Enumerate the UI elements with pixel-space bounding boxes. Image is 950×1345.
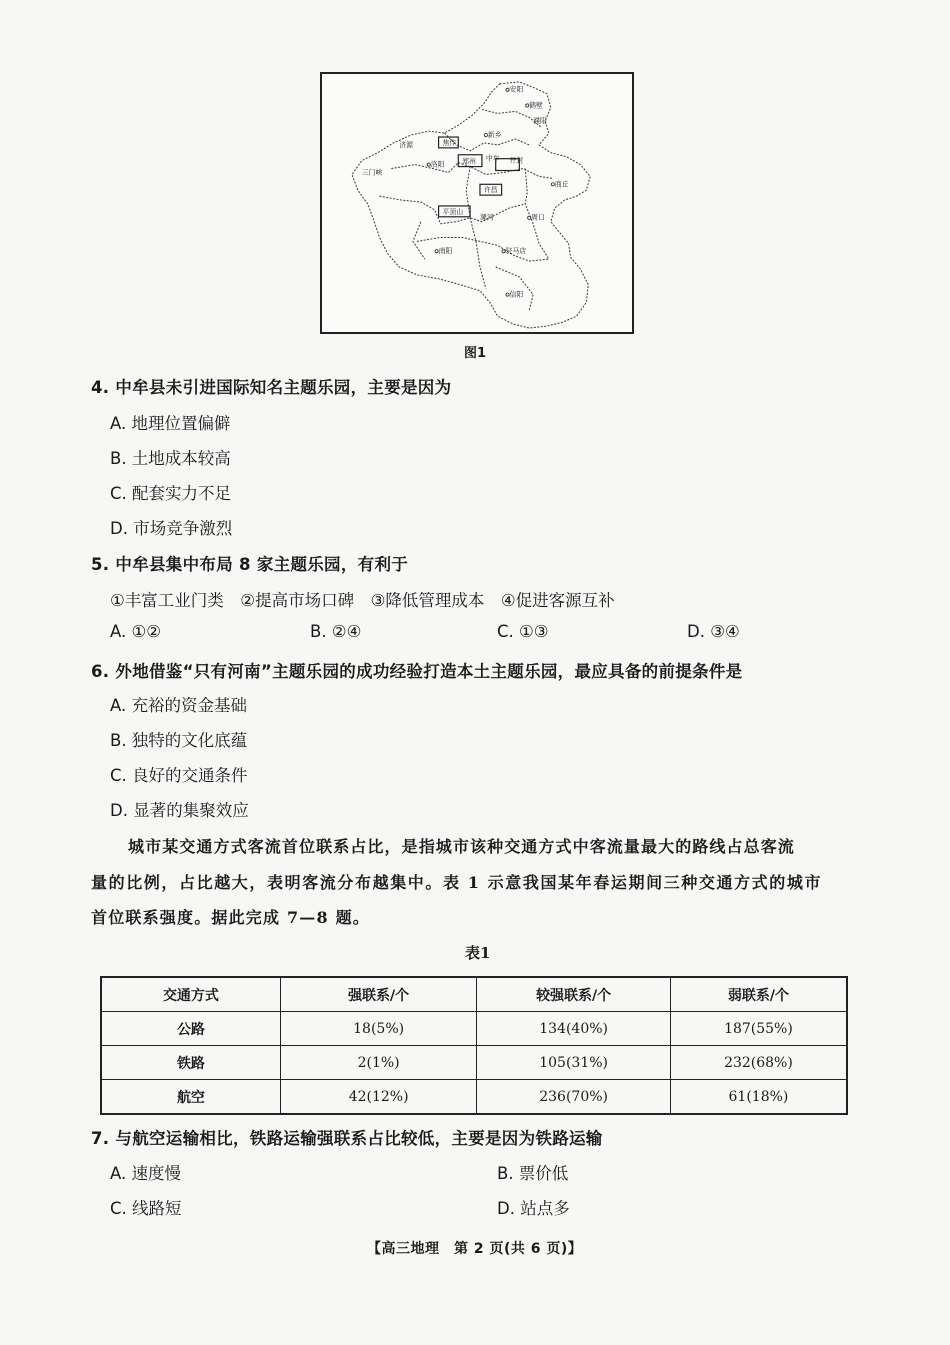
city-nanyang: 南阳 <box>438 247 453 256</box>
question-7-option-c[interactable]: C. 线路短 <box>110 1199 182 1218</box>
table-header: 交通方式 <box>101 977 280 1012</box>
question-6-stem: 6. 外地借鉴“只有河南”主题乐园的成功经验打造本土主题乐园，最应具备的前提条件是 <box>91 662 743 681</box>
city-dot <box>526 104 529 107</box>
border-south <box>417 237 549 261</box>
province-outline <box>352 82 590 328</box>
map-figure <box>320 72 634 334</box>
city-zhoukou: 周口 <box>531 213 545 222</box>
passage-line-1: 城市某交通方式客流首位联系占比，是指城市该种交通方式中客流量最大的路线占总客流 <box>128 837 795 856</box>
table-cell: 2(1%) <box>280 1046 476 1080</box>
passage-line-3: 首位联系强度。据此完成 7—8 题。 <box>91 908 371 927</box>
question-6-option-d[interactable]: D. 显著的集聚效应 <box>110 801 249 820</box>
province-map <box>322 74 632 332</box>
page-footer: 【高三地理 第 2 页(共 6 页)】 <box>367 1241 583 1257</box>
border-north <box>482 109 541 127</box>
table-cell: 42(12%) <box>280 1080 476 1115</box>
table-cell: 61(18%) <box>670 1080 847 1115</box>
question-5-option-a[interactable]: A. ①② <box>110 622 162 641</box>
city-sanmenxia: 三门峡 <box>361 168 383 177</box>
question-4-option-a[interactable]: A. 地理位置偏僻 <box>110 414 231 433</box>
city-hebi: 鹤壁 <box>529 101 543 110</box>
table-header: 较强联系/个 <box>477 977 671 1012</box>
table-row <box>101 1012 847 1046</box>
question-6-option-a[interactable]: A. 充裕的资金基础 <box>110 696 247 715</box>
question-5-option-c[interactable]: C. ①③ <box>497 622 549 641</box>
border-southwest-sub <box>413 222 425 259</box>
city-xuchang: 许昌 <box>483 186 498 195</box>
question-6-option-c[interactable]: C. 良好的交通条件 <box>110 766 248 785</box>
question-5-stem: 5. 中牟县集中布局 8 家主题乐园，有利于 <box>91 555 409 574</box>
question-5-option-b[interactable]: B. ②④ <box>310 622 362 641</box>
city-dot <box>427 163 430 166</box>
question-4-option-d[interactable]: D. 市场竞争激烈 <box>110 519 233 538</box>
question-4-option-b[interactable]: B. 土地成本较高 <box>110 449 231 468</box>
table-row <box>101 1046 847 1080</box>
border-south-sub <box>496 267 533 310</box>
city-kaifeng: 开封 <box>509 156 524 165</box>
passage-line-2: 量的比例，占比越大，表明客流分布越集中。表 1 示意我国某年春运期间三种交通方式的城市 <box>91 873 823 892</box>
city-xinxiang: 新乡 <box>487 131 502 140</box>
question-5-option-d[interactable]: D. ③④ <box>687 622 740 641</box>
table-cell: 105(31%) <box>477 1046 671 1080</box>
city-dot <box>484 133 487 136</box>
table-cell: 航空 <box>101 1080 280 1115</box>
city-luoyang: 洛阳 <box>430 160 445 169</box>
city-zhongmou: 中牟 <box>485 154 500 163</box>
table-row <box>101 1080 847 1115</box>
data-table <box>100 976 848 1115</box>
table-cell: 公路 <box>101 1012 280 1046</box>
city-dot <box>506 293 509 296</box>
table-cell: 236(70%) <box>477 1080 671 1115</box>
table-cell: 134(40%) <box>477 1012 671 1046</box>
city-dot <box>551 183 554 186</box>
table-cell: 铁路 <box>101 1046 280 1080</box>
question-7-stem: 7. 与航空运输相比，铁路运输强联系占比较低，主要是因为铁路运输 <box>91 1129 603 1148</box>
question-6-option-b[interactable]: B. 独特的文化底蕴 <box>110 731 248 750</box>
city-pingdingshan: 平顶山 <box>442 207 464 216</box>
question-7-option-b[interactable]: B. 票价低 <box>497 1164 569 1183</box>
table-header: 弱联系/个 <box>670 977 847 1012</box>
city-dot <box>528 216 531 219</box>
city-luohe: 漯河 <box>479 213 494 222</box>
table-cell: 232(68%) <box>670 1046 847 1080</box>
city-xinyang: 信阳 <box>509 290 524 299</box>
question-4-option-c[interactable]: C. 配套实力不足 <box>110 484 232 503</box>
city-zhumadian: 驻马店 <box>505 247 527 256</box>
question-5-items: ①丰富工业门类 ②提高市场口碑 ③降低管理成本 ④促进客源互补 <box>110 591 615 610</box>
city-jiaozuo: 焦作 <box>442 138 457 147</box>
question-7-option-d[interactable]: D. 站点多 <box>497 1199 570 1218</box>
city-anyang: 安阳 <box>509 85 524 94</box>
city-puyang: 濮阳 <box>533 117 547 126</box>
city-dot <box>435 250 438 253</box>
question-4-stem: 4. 中牟县未引进国际知名主题乐园，主要是因为 <box>91 378 452 397</box>
table-cell: 18(5%) <box>280 1012 476 1046</box>
table-header: 强联系/个 <box>280 977 476 1012</box>
city-dot <box>506 88 509 91</box>
table-cell: 187(55%) <box>670 1012 847 1046</box>
table-header-row <box>101 977 847 1012</box>
city-dot <box>502 250 505 253</box>
table-title: 表1 <box>465 944 491 962</box>
figure-caption: 图1 <box>464 346 487 361</box>
city-zhengzhou: 郑州 <box>462 157 476 166</box>
city-jiyuan: 济源 <box>399 140 413 149</box>
question-7-option-a[interactable]: A. 速度慢 <box>110 1164 181 1183</box>
city-shangqiu: 商丘 <box>554 180 569 189</box>
